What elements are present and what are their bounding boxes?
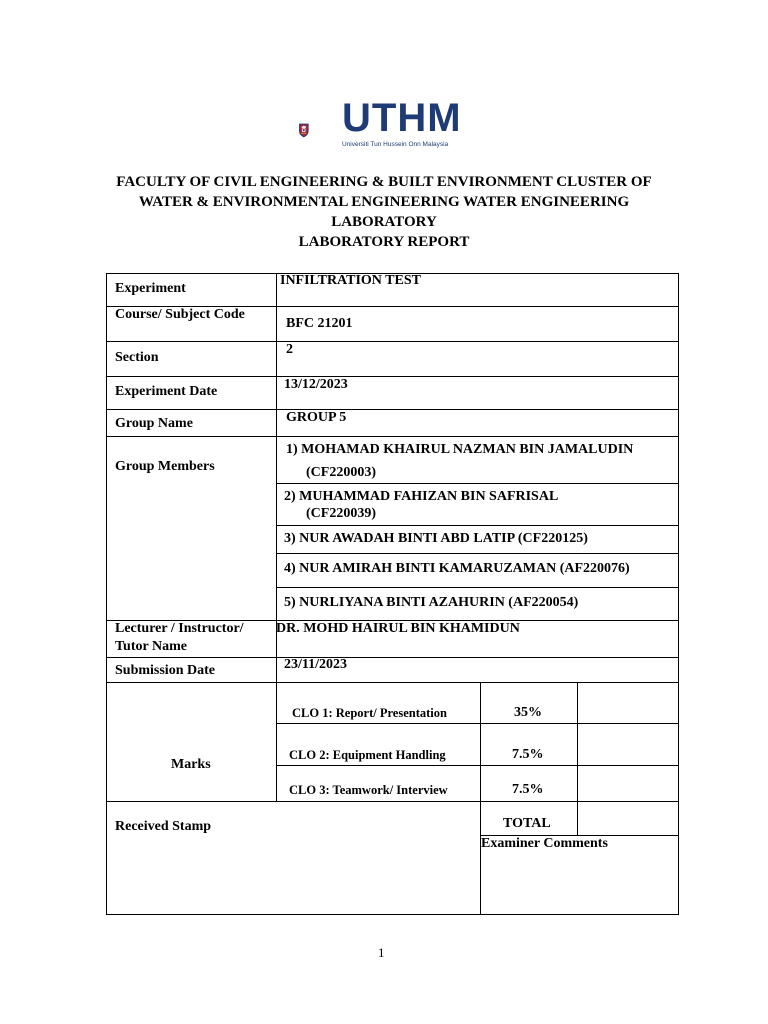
clo-3-weight: 7.5% xyxy=(512,782,544,797)
member-3: 3) NUR AWADAH BINTI ABD LATIP (CF220125) xyxy=(284,531,588,546)
section-label: Section xyxy=(115,350,159,365)
group-name-label: Group Name xyxy=(115,416,193,431)
member-1-name: 1) MOHAMAD KHAIRUL NAZMAN BIN JAMALUDIN xyxy=(286,442,634,457)
heading-line-1: FACULTY OF CIVIL ENGINEERING & BUILT ENVIRONMENT CLUSTER OF xyxy=(116,174,652,190)
lecturer-label-line-2: Tutor Name xyxy=(115,639,187,654)
received-stamp-label: Received Stamp xyxy=(115,819,212,834)
total-label: TOTAL xyxy=(503,816,551,831)
lecturer-label-line-1: Lecturer / Instructor/ xyxy=(115,621,244,636)
marks-label: Marks xyxy=(171,757,211,772)
member-5: 5) NURLIYANA BINTI AZAHURIN (AF220054) xyxy=(284,595,579,610)
logo-wordmark: UTHM xyxy=(342,96,462,140)
lecturer-value: DR. MOHD HAIRUL BIN KHAMIDUN xyxy=(276,621,520,636)
clo-1-label: CLO 1: Report/ Presentation xyxy=(292,706,447,720)
member-2-id: (CF220039) xyxy=(306,506,376,521)
examiner-comments-label: Examiner Comments xyxy=(481,836,608,851)
member-4: 4) NUR AMIRAH BINTI KAMARUZAMAN (AF220076) xyxy=(284,561,630,576)
member-1-id: (CF220003) xyxy=(306,465,376,480)
university-crest-icon xyxy=(298,104,342,158)
experiment-value: INFILTRATION TEST xyxy=(280,273,421,288)
section-value: 2 xyxy=(286,342,293,357)
heading-line-3: LABORATORY xyxy=(331,214,437,230)
group-members-label: Group Members xyxy=(115,459,215,474)
submission-date-value: 23/11/2023 xyxy=(284,657,348,672)
experiment-label: Experiment xyxy=(115,281,186,296)
course-label: Course/ Subject Code xyxy=(115,307,245,322)
course-code-value: BFC 21201 xyxy=(286,316,353,331)
logo-subtitle: Universiti Tun Hussein Onn Malaysia xyxy=(342,141,449,148)
group-name-value: GROUP 5 xyxy=(286,410,347,425)
experiment-date-label: Experiment Date xyxy=(115,384,218,399)
member-2-name: 2) MUHAMMAD FAHIZAN BIN SAFRISAL xyxy=(284,489,559,504)
clo-3-label: CLO 3: Teamwork/ Interview xyxy=(289,783,448,797)
page-number: 1 xyxy=(378,945,385,960)
clo-2-label: CLO 2: Equipment Handling xyxy=(289,748,446,762)
heading-line-2: WATER & ENVIRONMENTAL ENGINEERING WATER ENGINEERING xyxy=(138,194,630,210)
clo-1-weight: 35% xyxy=(514,705,542,720)
submission-date-label: Submission Date xyxy=(115,663,215,678)
clo-2-weight: 7.5% xyxy=(512,747,544,762)
heading-line-4: LABORATORY REPORT xyxy=(298,234,470,250)
experiment-date-value: 13/12/2023 xyxy=(284,377,348,392)
